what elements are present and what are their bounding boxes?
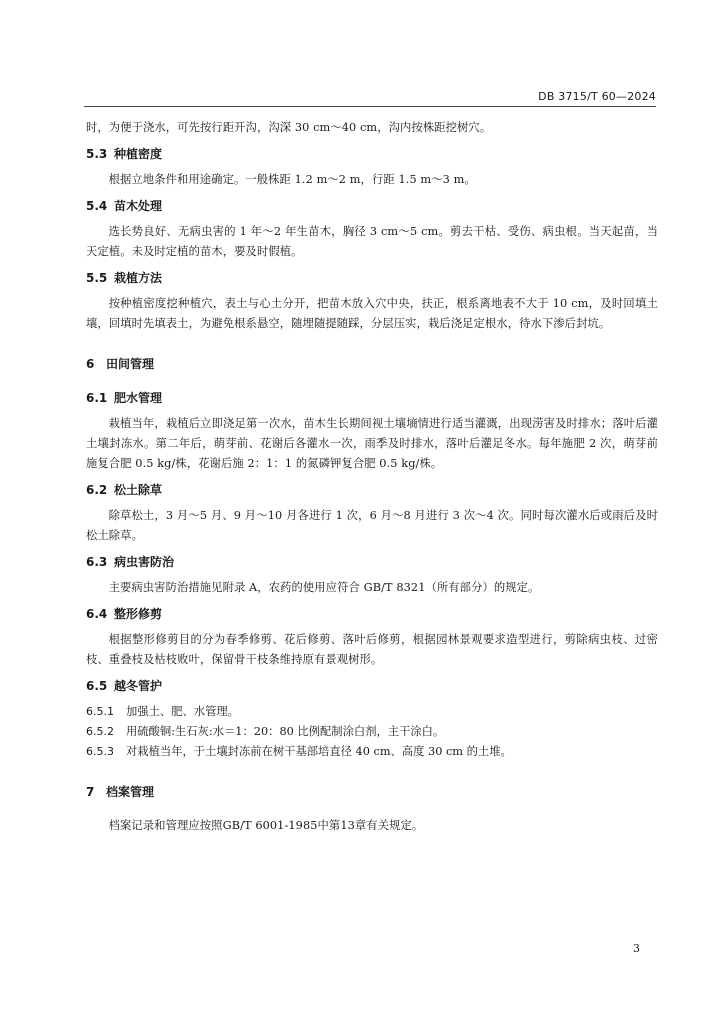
paragraph-7: 档案记录和管理应按照GB/T 6001-1985中第13章有关规定。 <box>108 819 424 832</box>
section-heading-7: 7 档案管理 <box>86 785 155 799</box>
list-item-6-5-3: 6.5.3 对栽植当年，于土壤封冻前在树干基部培直径 40 cm、高度 30 cm 的土堆。 <box>86 745 512 758</box>
section-heading-6: 6 田间管理 <box>86 357 155 371</box>
section-heading-6-4: 6.4 整形修剪 <box>86 607 163 621</box>
paragraph-6-1: 栽植当年，栽植后立即浇足第一次水，苗木生长期间视土壤墒情进行适当灌溉，出现涝害及时排水；落叶后灌土壤封冻水。第二年后，萌芽前、花谢后各灌水一次，雨季及时排水，落叶后灌足冬水。每年施肥 2 次，萌芽前施复合肥 0.5 kg/株，花谢后施 2：1：1 的氮磷钾复合肥 0.5 kg/株。 <box>86 417 658 470</box>
standard-code: DB 3715/T 60—2024 <box>538 90 656 103</box>
paragraph-5-3: 根据立地条件和用途确定。一般株距 1.2 m～2 m，行距 1.5 m～3 m。 <box>108 173 476 186</box>
section-heading-6-2: 6.2 松土除草 <box>86 483 163 497</box>
section-heading-5-5: 5.5 栽植方法 <box>86 271 163 285</box>
section-heading-6-1: 6.1 肥水管理 <box>86 391 163 405</box>
paragraph-6-4: 根据整形修剪目的分为春季修剪、花后修剪、落叶后修剪，根据园林景观要求造型进行，剪除病虫枝、过密枝、重叠枝及枯枝败叶，保留骨干枝条维持原有景观树形。 <box>86 633 658 666</box>
paragraph-5-4: 选长势良好、无病虫害的 1 年～2 年生苗木，胸径 3 cm～5 cm。剪去干枯、受伤、病虫根。当天起苗，当天定植。未及时定植的苗木，要及时假植。 <box>86 225 658 258</box>
page-number: 3 <box>633 942 640 955</box>
header-divider <box>84 106 656 107</box>
paragraph-6-3: 主要病虫害防治措施见附录 A，农药的使用应符合 GB/T 8321（所有部分）的规定。 <box>108 581 540 594</box>
document-body <box>86 118 658 836</box>
list-item-6-5-2: 6.5.2 用硫酸铜:生石灰:水＝1：20：80 比例配制涂白剂，主干涂白。 <box>86 725 445 738</box>
section-heading-5-4: 5.4 苗木处理 <box>86 199 163 213</box>
section-heading-6-5: 6.5 越冬管护 <box>86 679 163 693</box>
paragraph-5-5: 按种植密度挖种植穴，表土与心土分开，把苗木放入穴中央，扶正，根系离地表不大于 10 cm，及时回填土壤，回填时先填表土，为避免根系悬空，随埋随提随踩，分层压实，栽后浇足定根水，待水下渗后封坑。 <box>86 297 658 330</box>
continued-paragraph: 时，为便于浇水，可先按行距开沟，沟深 30 cm～40 cm，沟内按株距挖树穴。 <box>86 121 492 134</box>
section-heading-5-3: 5.3 种植密度 <box>86 147 163 161</box>
section-heading-6-3: 6.3 病虫害防治 <box>86 555 175 569</box>
paragraph-6-2: 除草松土，3 月～5 月、9 月～10 月各进行 1 次，6 月～8 月进行 3 次～4 次。同时每次灌水后或雨后及时松土除草。 <box>86 509 658 542</box>
list-item-6-5-1: 6.5.1 加强土、肥、水管理。 <box>86 705 239 718</box>
